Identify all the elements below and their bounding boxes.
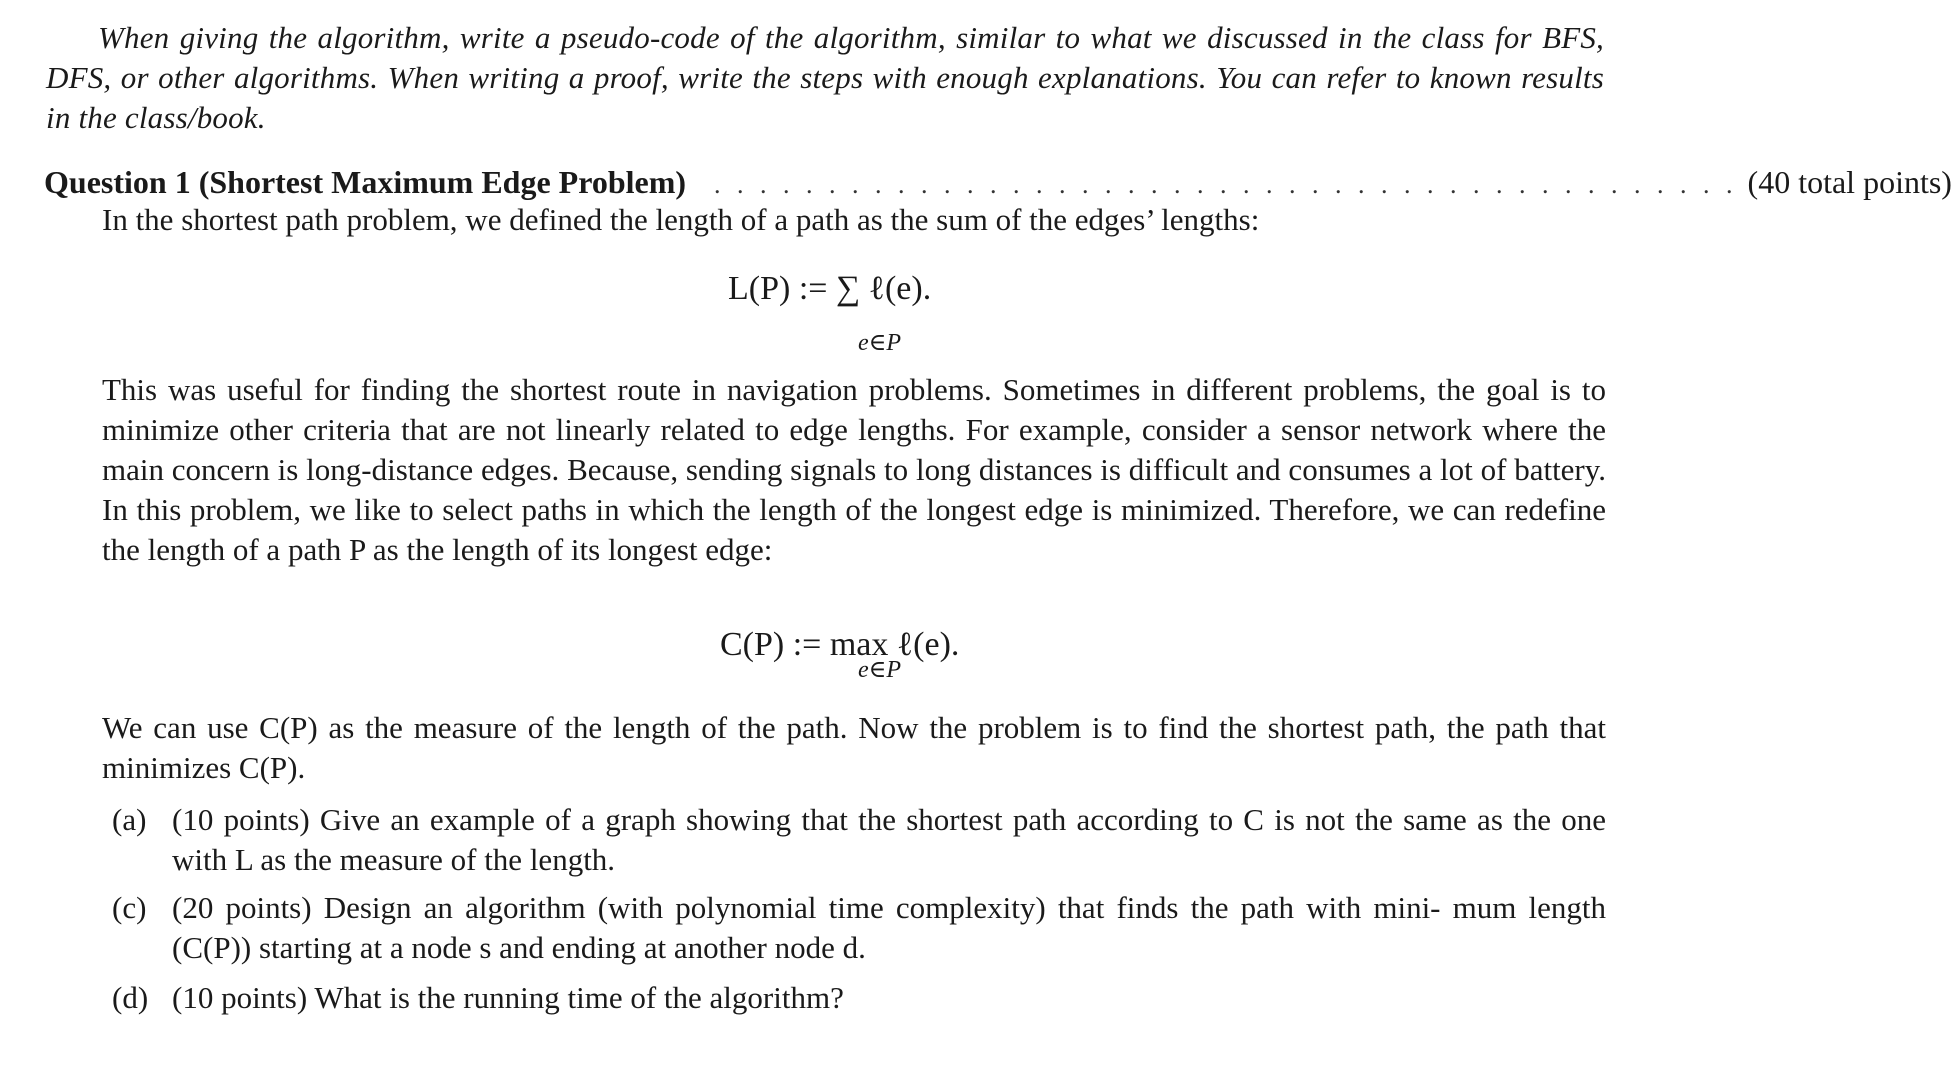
paragraph-problem-statement: We can use C(P) as the measure of the length of the path. Now the problem is to find the shortest path, the path that minimizes C(P). — [102, 710, 1606, 785]
subquestion-text: (20 points) Design an algorithm (with polynomial time complexity) that finds the path with mini- mum length (C(P)) starting at a node s and ending at another node d. — [172, 890, 1606, 965]
equation-max-subscript: e∈P — [858, 657, 902, 683]
subquestion-d — [112, 978, 1606, 1018]
subquestion-label: (a) — [112, 802, 147, 837]
question-header — [44, 162, 1952, 205]
subquestion-a — [112, 800, 1606, 880]
equation-max-length: C(P) := max ℓ(e). — [720, 626, 960, 663]
equation-sum-subscript: e∈P — [858, 330, 902, 356]
question-points: (40 total points) — [1747, 164, 1952, 200]
question-title: Question 1 (Shortest Maximum Edge Problem) — [44, 164, 687, 200]
equation-sum-length: L(P) := ∑ ℓ(e). — [728, 270, 932, 307]
subquestion-text: (10 points) What is the running time of the algorithm? — [172, 980, 844, 1015]
subquestion-text: (10 points) Give an example of a graph showing that the shortest path according to C is not the same as the one with L as the measure of the length. — [172, 802, 1606, 877]
instructions-paragraph: When giving the algorithm, write a pseudo-code of the algorithm, similar to what we discussed in the class for BFS, DFS, or other algorithms. When writing a proof, write the steps with enough explanations. You can refer to known results in the class/book. — [46, 20, 1604, 135]
paragraph-sum-definition: In the shortest path problem, we defined the length of a path as the sum of the edges’ lengths: — [102, 202, 1260, 237]
subquestion-c — [112, 888, 1606, 968]
subquestion-label: (c) — [112, 890, 147, 925]
subquestion-label: (d) — [112, 980, 149, 1015]
paragraph-motivation: This was useful for finding the shortest route in navigation problems. Sometimes in different problems, the goal is to minimize other criteria that are not linearly related to edge lengths. For example, consider a sensor network where the main concern is long-distance edges. Because, sending signals to long distances is difficult and consumes a lot of battery. In this problem, we like to select paths in which the length of the longest edge is minimized. Therefore, we can redefine the length of a path P as the length of its longest edge: — [102, 372, 1606, 567]
leader-dots: . . . . . . . . . . . . . . . . . . . . . . . . . . . . . . . . . . . . . . . . . . . . . — [714, 170, 1738, 199]
